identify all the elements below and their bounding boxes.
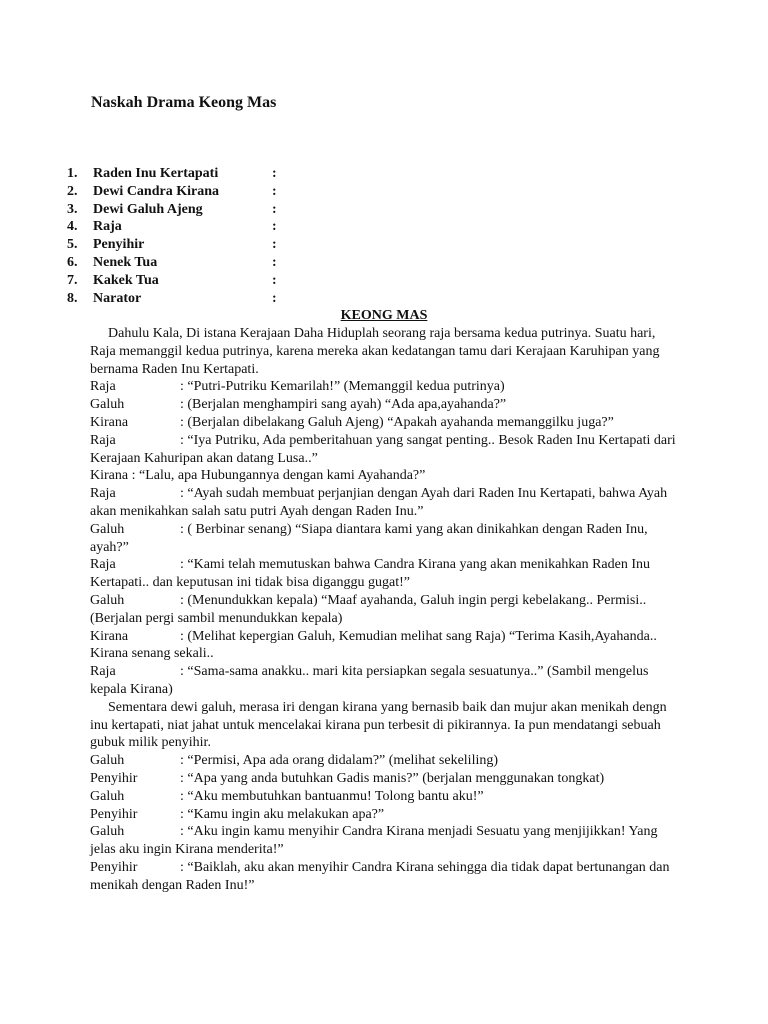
cast-item [67,254,307,272]
dialogue-text: : “Aku membutuhkan bantuanmu! Tolong bantu aku!” [180,788,484,804]
speaker-name: Raja [90,557,116,573]
speaker-name: Galuh [90,788,125,804]
cast-item [67,165,307,183]
dialogue-text: : (Berjalan menghampiri sang ayah) “Ada apa,ayahanda?” [180,397,507,413]
cast-number: 1. [67,166,78,181]
cast-number: 8. [67,290,78,306]
speaker-name: Galuh [90,824,125,840]
cast-colon: : [272,166,277,181]
speaker-name: Raja [90,432,116,448]
speaker-name: Raja [90,379,116,395]
speaker-name: Kirana [90,628,129,644]
cast-number: 7. [67,272,78,288]
dialogue-text: : “Aku ingin kamu menyihir Candra Kirana menjadi Sesuatu yang menjijikkan! Yang jelas aku ingin Kirana menderita!” [90,824,658,858]
cast-colon: : [272,201,277,217]
speaker-name: Raja [90,664,116,680]
cast-number: 2. [67,183,78,199]
cast-item [67,218,307,236]
speaker-name: Penyihir [90,770,138,786]
dialogue-line [90,628,682,664]
cast-number: 6. [67,254,78,270]
cast-item [67,236,307,254]
dialogue-line [90,556,682,592]
dialogue-text: : (Berjalan dibelakang Galuh Ajeng) “Apakah ayahanda memanggilku juga?” [180,414,614,430]
cast-item [67,272,307,290]
cast-item [67,183,307,201]
cast-colon: : [272,183,277,199]
dialogue-line [90,663,682,699]
cast-item [67,290,307,308]
dialogue-text: : “Sama-sama anakku.. mari kita persiapkan segala sesuatunya..” (Sambil mengelus kepala Kirana) [90,664,649,697]
dialogue-line [90,823,682,859]
dialogue-line [90,788,682,806]
cast-name: Dewi Galuh Ajeng [93,201,203,217]
dialogue-text: : “Permisi, Apa ada orang didalam?” (melihat sekeliling) [180,753,499,769]
cast-number: 3. [67,201,78,217]
dialogue-text: : ( Berbinar senang) “Siapa diantara kami yang akan dinikahkan dengan Raden Inu, ayah?” [90,521,648,555]
narration-paragraph: Sementara dewi galuh, merasa iri dengan kirana yang bernasib baik dan mujur akan menikah dengn inu kertapati, niat jahat untuk mencelakai kirana pun terbesit di pikirannya. Ia pun mendatangi sebuah gubuk milik penyihir. [90,699,667,751]
dialogue-text: : “Baiklah, aku akan menyihir Candra Kirana sehingga dia tidak dapat bertunangan dan menikah dengan Raden Inu!” [90,859,670,893]
dialogue-text: : (Melihat kepergian Galuh, Kemudian melihat sang Raja) “Terima Kasih,Ayahanda.. Kirana senang sekali.. [90,628,657,662]
cast-colon: : [272,254,277,270]
document-title: Naskah Drama Keong Mas [91,94,277,111]
cast-name: Narator [93,290,142,306]
speaker-name: Raja [90,486,116,502]
speaker-name: Kirana [90,414,129,430]
speaker-name: Galuh [90,521,125,537]
dialogue-line [90,485,682,521]
dialogue-text: : “Kamu ingin aku melakukan apa?” [180,806,385,822]
dialogue-text: : “Iya Putriku, Ada pemberitahuan yang sangat penting.. Besok Raden Inu Kertapati dari Kerajaan Kahuripan akan datang Lusa..” [90,432,676,466]
cast-name: Kakek Tua [93,272,159,288]
dialogue-text: : “Putri-Putriku Kemarilah!” (Memanggil kedua putrinya) [180,379,505,395]
narration-paragraph: Dahulu Kala, Di istana Kerajaan Daha Hiduplah seorang raja bersama kedua putrinya. Suatu hari, Raja memanggil kedua putrinya, karena mereka akan kedatangan tamu dari Kerajaan Karuhipan yang bernama Raden Inu Kertapati. [90,326,660,377]
cast-name: Raden Inu Kertapati [93,166,219,181]
dialogue-block-1 [90,378,682,698]
dialogue-line [90,467,682,485]
dialogue-line [90,378,682,396]
dialogue-text: : “Kami telah memutuskan bahwa Candra Kirana yang akan menikahkan Raden Inu Kertapati.. dan keputusan ini tidak bisa diganggu gugat!” [90,557,651,591]
dialogue-text: Kirana : “Lalu, apa Hubungannya dengan kami Ayahanda?” [90,468,426,484]
dialogue-text: : “Apa yang anda butuhkan Gadis manis?” (berjalan menggunakan tongkat) [180,770,605,786]
speaker-name: Galuh [90,592,125,608]
cast-name: Raja [93,219,122,235]
cast-colon: : [272,290,277,306]
speaker-name: Penyihir [90,806,138,822]
cast-number: 5. [67,237,78,253]
cast-list [67,165,307,307]
dialogue-line [90,521,682,557]
cast-colon: : [272,272,277,288]
dialogue-line [90,859,682,895]
cast-name: Nenek Tua [93,254,158,270]
dialogue-text: : (Menundukkan kepala) “Maaf ayahanda, Galuh ingin pergi kebelakang.. Permisi.. (Berjalan pergi sambil menundukkan kepala) [90,592,647,626]
dialogue-line [90,592,682,628]
script-body [90,325,682,895]
cast-item [67,201,307,219]
dialogue-line [90,806,682,824]
cast-name: Dewi Candra Kirana [93,183,219,199]
cast-name: Penyihir [93,237,145,253]
cast-number: 4. [67,219,78,235]
script-title: KEONG MAS [340,308,428,323]
cast-colon: : [272,219,277,235]
dialogue-line [90,752,682,770]
speaker-name: Galuh [90,397,125,413]
dialogue-line [90,396,682,414]
speaker-name: Galuh [90,753,125,769]
dialogue-text: : “Ayah sudah membuat perjanjian dengan Ayah dari Raden Inu Kertapati, bahwa Ayah akan menikahkan salah satu putri Ayah dengan Raden Inu.” [90,486,668,519]
cast-colon: : [272,237,277,253]
speaker-name: Penyihir [90,859,138,875]
dialogue-line [90,414,682,432]
dialogue-block-2 [90,752,682,894]
dialogue-line [90,770,682,788]
dialogue-line [90,432,682,468]
